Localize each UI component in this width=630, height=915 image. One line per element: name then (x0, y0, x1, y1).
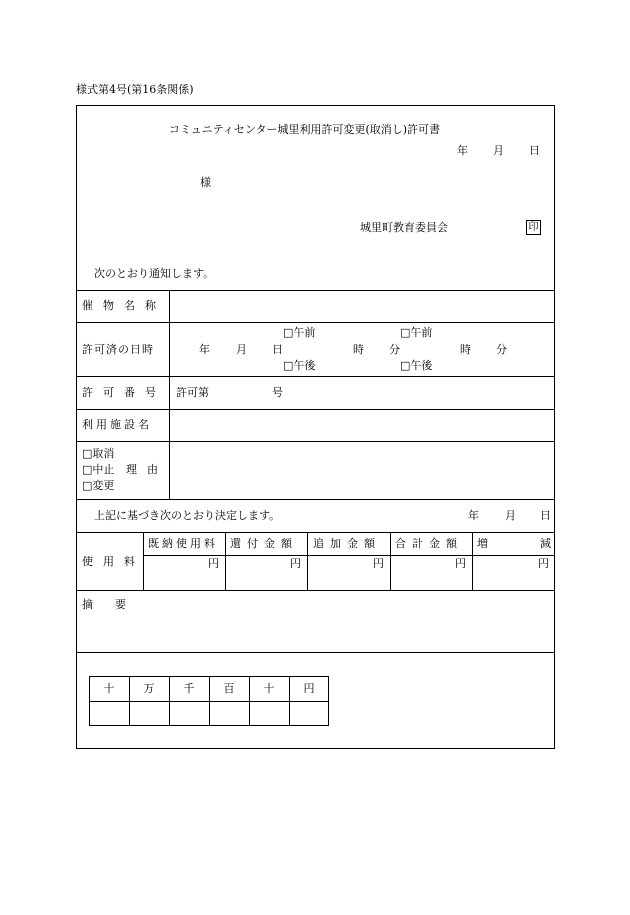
datetime-minute-start: 分 (389, 343, 400, 356)
label-reason: 理由 (126, 463, 168, 476)
checkbox-am-end[interactable]: □午前 (400, 326, 433, 339)
fee-header-total: 合計金額 (395, 537, 463, 550)
decision-day: 日 (540, 509, 551, 522)
amount-header: 十 (103, 682, 115, 695)
amount-header: 円 (303, 682, 315, 695)
datetime-month: 月 (236, 343, 247, 356)
label-permitted-datetime: 許可済の日時 (82, 343, 154, 356)
permit-number-prefix: 許可第 (176, 386, 209, 399)
label-column-divider (169, 290, 170, 499)
fee-unit: 円 (290, 557, 301, 570)
row-divider (76, 441, 555, 442)
fee-column-divider (225, 532, 226, 590)
fee-header-refund: 還付金額 (230, 537, 298, 550)
amount-header: 千 (183, 682, 195, 695)
fee-header-additional: 追加金額 (313, 537, 381, 550)
fee-row-divider (143, 555, 555, 556)
notice-month: 月 (493, 144, 504, 157)
notice-intro: 次のとおり通知します。 (94, 267, 215, 280)
label-event-name: 催物名称 (82, 299, 166, 312)
form-number: 様式第4号(第16条関係) (76, 83, 194, 96)
fee-unit: 円 (208, 557, 219, 570)
amount-header: 万 (143, 682, 155, 695)
fee-header-decrease: 減 (540, 537, 551, 550)
row-divider (76, 322, 555, 323)
addressee-suffix: 様 (200, 176, 211, 189)
label-remarks: 摘要 (82, 598, 148, 611)
checkbox-stop[interactable]: □中止 (82, 463, 115, 476)
datetime-hour-end: 時 (460, 343, 471, 356)
checkbox-pm-end[interactable]: □午後 (400, 359, 433, 372)
fee-unit: 円 (455, 557, 466, 570)
fee-column-divider (307, 532, 308, 590)
fee-header-paid: 既納使用料 (148, 537, 218, 550)
fee-column-divider (390, 532, 391, 590)
amount-header: 百 (223, 682, 235, 695)
row-divider (76, 590, 555, 591)
decision-text: 上記に基づき次のとおり決定します。 (94, 509, 281, 522)
row-divider (76, 290, 555, 291)
row-divider (76, 652, 555, 653)
label-facility: 利用施設名 (82, 418, 152, 431)
label-fees: 使用料 (82, 555, 145, 568)
datetime-minute-end: 分 (496, 343, 507, 356)
checkbox-change[interactable]: □変更 (82, 479, 115, 492)
datetime-year: 年 (199, 343, 210, 356)
notice-day: 日 (529, 144, 540, 157)
checkbox-cancel[interactable]: □取消 (82, 447, 115, 460)
datetime-hour-start: 時 (353, 343, 364, 356)
checkbox-am-start[interactable]: □午前 (283, 326, 316, 339)
decision-year: 年 (468, 509, 479, 522)
datetime-day: 日 (272, 343, 283, 356)
notice-year: 年 (457, 144, 468, 157)
row-divider (76, 376, 555, 377)
permit-number-suffix: 号 (272, 386, 283, 399)
seal-mark: 印 (526, 220, 541, 235)
row-divider (76, 532, 555, 533)
issuer-name: 城里町教育委員会 (360, 221, 448, 234)
amount-header: 十 (263, 682, 275, 695)
form-title: コミュニティセンター城里利用許可変更(取消し)許可書 (169, 123, 441, 136)
fee-unit: 円 (373, 557, 384, 570)
checkbox-pm-start[interactable]: □午後 (283, 359, 316, 372)
fee-column-divider (472, 532, 473, 590)
label-permit-number: 許可番号 (82, 386, 166, 399)
row-divider (76, 409, 555, 410)
row-divider (76, 499, 555, 500)
fee-header-increase: 増 (477, 537, 488, 550)
decision-month: 月 (505, 509, 516, 522)
fee-unit: 円 (538, 557, 549, 570)
